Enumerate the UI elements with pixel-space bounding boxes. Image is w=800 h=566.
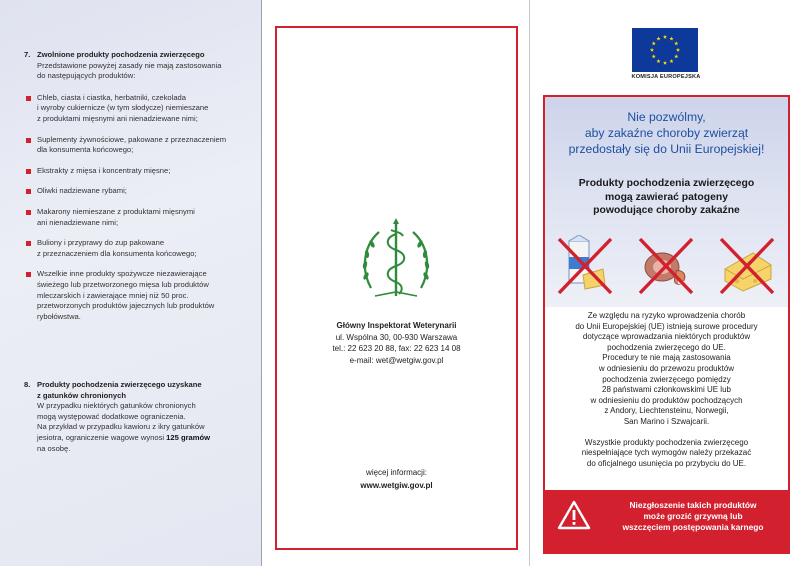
organization-name: Główny Inspektorat Weterynarii bbox=[336, 321, 457, 330]
organization-contact bbox=[263, 320, 530, 366]
body-paragraph-2: Wszystkie produkty pochodzenia zwierzęcego niespełniające tych wymogów należy przekazać do oficjalnego usunięcia po przybyciu do UE. bbox=[581, 437, 752, 468]
warning-box bbox=[545, 490, 788, 552]
list-item: Wszelkie inne produkty spożywcze niezawierające świeżego lub przetworzonego mięsa lub produktów mleczarskich i zawierające mniej niż 50 proc. przetworzonych produktów jajecznych lub produktów rybołówstwa. bbox=[24, 269, 249, 322]
section-8-title: 8. Produkty pochodzenia zwierzęcego uzyskane bbox=[24, 380, 202, 389]
eu-flag-icon bbox=[632, 28, 698, 72]
middle-panel bbox=[263, 0, 530, 566]
phone-fax: tel.: 22 623 20 88, fax: 22 623 14 08 bbox=[332, 344, 461, 353]
list-item: Suplementy żywnościowe, pakowane z przeznaczeniem dla konsumenta końcowego; bbox=[24, 135, 249, 156]
bullet-square-icon bbox=[26, 272, 31, 277]
bullet-square-icon bbox=[26, 241, 31, 246]
bullet-square-icon bbox=[26, 96, 31, 101]
prohibited-products-icons bbox=[545, 235, 788, 303]
body-paragraph-1: Ze względu na ryzyko wprowadzenia chorób do Unii Europejskiej (UE) istnieją surowe procedury dotyczące wprowadzania niektórych produktów pochodzenia zwierzęcego do UE. Procedury te nie mają zastosowania w odniesieniu do przewozu produktów pochodzenia zwierzęcego pomiędzy 28 państwami członkowskimi UE lub w odniesieniu do produktów pochodzących z Andory, Liechtensteinu, Norwegii, San Marino i Szwajcarii. bbox=[575, 311, 758, 426]
section-8-text: na osobę. bbox=[37, 443, 71, 453]
section-8-text: jesiotra, ograniczenie wagowe wynosi 125 gramów bbox=[37, 432, 211, 442]
list-item: Ekstrakty z mięsa i koncentraty mięsne; bbox=[24, 166, 249, 177]
more-info-label: więcej informacji: bbox=[366, 468, 427, 477]
meat-crossed-icon bbox=[636, 235, 696, 297]
warning-text: Niezgłoszenie takich produktów może grozić grzywną lub wszczęciem postępowania karnego bbox=[622, 500, 764, 532]
main-frame bbox=[543, 95, 790, 554]
eu-commission-label: KOMISJA EUROPEJSKA bbox=[631, 74, 701, 80]
milk-cheese-crossed-icon bbox=[555, 235, 615, 297]
exempt-products-list bbox=[24, 93, 249, 323]
email[interactable]: e-mail: wet@wetgiw.gov.pl bbox=[349, 355, 444, 365]
section-7 bbox=[24, 50, 249, 332]
veterinary-caduceus-logo bbox=[357, 210, 435, 310]
website-link[interactable]: www.wetgiw.gov.pl bbox=[360, 481, 433, 490]
section-8-title-line2: z gatunków chronionych bbox=[37, 390, 127, 400]
bullet-square-icon bbox=[26, 138, 31, 143]
headline: Produkty pochodzenia zwierzęcego mogą zawierać patogeny powodujące choroby zakaźne bbox=[578, 178, 755, 216]
section-8-text: W przypadku niektórych gatunków chronionych bbox=[37, 401, 196, 411]
list-item: Chleb, ciasta i ciastka, herbatniki, czekolada i wyroby cukiernicze (w tym słodycze) niemieszane z produktami mięsnymi ani nienadziewane nimi; bbox=[24, 93, 249, 125]
section-7-intro: Przedstawione powyżej zasady nie mają zastosowania do następujących produktów: bbox=[37, 60, 222, 81]
cheese-crossed-icon bbox=[717, 235, 777, 297]
section-8-text: Na przykład w przypadku kawioru z ikry gatunków bbox=[37, 422, 205, 432]
bullet-square-icon bbox=[26, 189, 31, 194]
bullet-square-icon bbox=[26, 210, 31, 215]
section-7-title: 7. Zwolnione produkty pochodzenia zwierzęcego bbox=[24, 50, 205, 59]
left-panel bbox=[0, 0, 262, 566]
more-info bbox=[263, 466, 530, 492]
section-8-text: mogą występować dodatkowe ograniczenia. bbox=[37, 411, 186, 421]
list-item: Buliony i przyprawy do zup pakowane z przeznaczeniem dla konsumenta końcowego; bbox=[24, 238, 249, 259]
body-text bbox=[555, 311, 778, 469]
section-8 bbox=[24, 380, 249, 454]
address: ul. Wspólna 30, 00-930 Warszawa bbox=[335, 332, 458, 342]
list-item: Oliwki nadziewane rybami; bbox=[24, 186, 249, 197]
slogan: Nie pozwólmy, aby zakaźne choroby zwierząt przedostały się do Unii Europejskiej! bbox=[568, 110, 765, 156]
list-item: Makarony niemieszane z produktami mięsnymi ani nienadziewane nimi; bbox=[24, 207, 249, 228]
bullet-square-icon bbox=[26, 169, 31, 174]
right-panel bbox=[531, 0, 800, 566]
warning-triangle-icon bbox=[557, 499, 591, 531]
